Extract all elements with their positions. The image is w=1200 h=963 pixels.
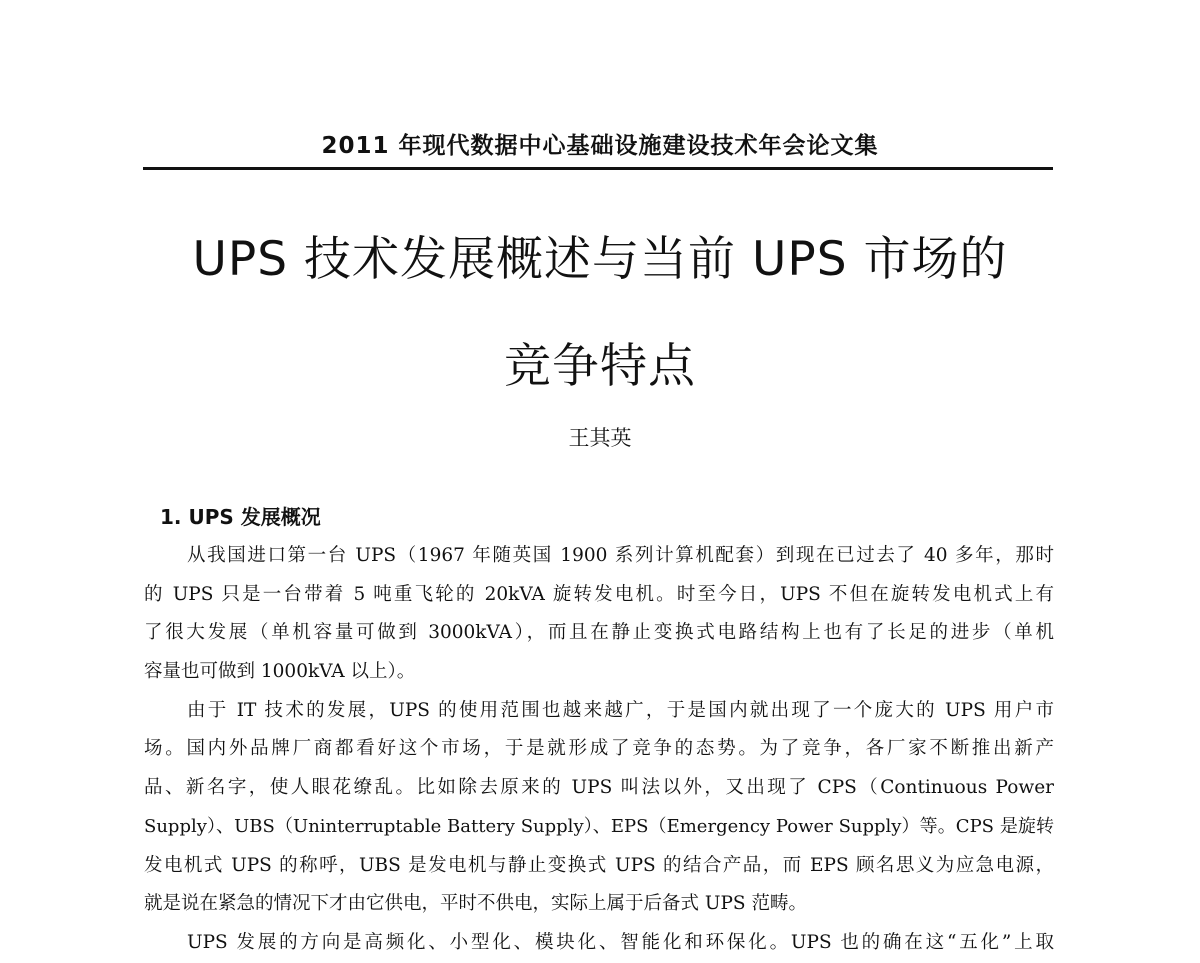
paragraph-1-line-2: 的 UPS 只是一台带着 5 吨重飞轮的 20kVA 旋转发电机。时至今日，UPS 不但在旋转发电机式上有: [144, 583, 1054, 605]
paragraph-2-line-3: 品、新名字，使人眼花缭乱。比如除去原来的 UPS 叫法以外，又出现了 CPS（Continuous Power: [144, 777, 1054, 799]
body-text: [144, 537, 1054, 963]
paragraph-2-line-6: 就是说在紧急的情况下才由它供电，平时不供电，实际上属于后备式 UPS 范畴。: [144, 893, 807, 915]
author-name: 王其英: [568, 426, 632, 450]
running-header: 2011 年现代数据中心基础设施建设技术年会论文集: [321, 133, 879, 159]
paper-title-line-1: UPS 技术发展概述与当前 UPS 市场的: [192, 232, 1008, 287]
paragraph-1-line-1: 从我国进口第一台 UPS（1967 年随英国 1900 系列计算机配套）到现在已过去了 40 多年，那时: [187, 545, 1054, 566]
paper-title-line-2: 竞争特点: [504, 339, 696, 394]
paragraph-1-line-3: 了很大发展（单机容量可做到 3000kVA），而且在静止变换式电路结构上也有了长足的进步（单机: [144, 622, 1054, 644]
section-heading: 1. UPS 发展概况: [160, 505, 321, 529]
paragraph-2-line-5: 发电机式 UPS 的称呼，UBS 是发电机与静止变换式 UPS 的结合产品，而 EPS 顾名思义为应急电源，: [144, 854, 1054, 876]
paragraph-2-line-1: 由于 IT 技术的发展，UPS 的使用范围也越来越广，于是国内就出现了一个庞大的 UPS 用户市: [187, 699, 1054, 721]
paragraph-2-line-4: Supply）、UBS（Uninterruptable Battery Supply）、EPS（Emergency Power Supply）等。CPS 是旋转: [144, 815, 1054, 837]
paragraph-2-line-2: 场。国内外品牌厂商都看好这个市场，于是就形成了竞争的态势。为了竞争，各厂家不断推出新产: [144, 738, 1054, 760]
paragraph-3-line-1: UPS 发展的方向是高频化、小型化、模块化、智能化和环保化。UPS 也的确在这“五化”上取: [187, 931, 1054, 953]
header-rule: [143, 167, 1053, 170]
paragraph-1-line-4: 容量也可做到 1000kVA 以上）。: [144, 661, 416, 683]
